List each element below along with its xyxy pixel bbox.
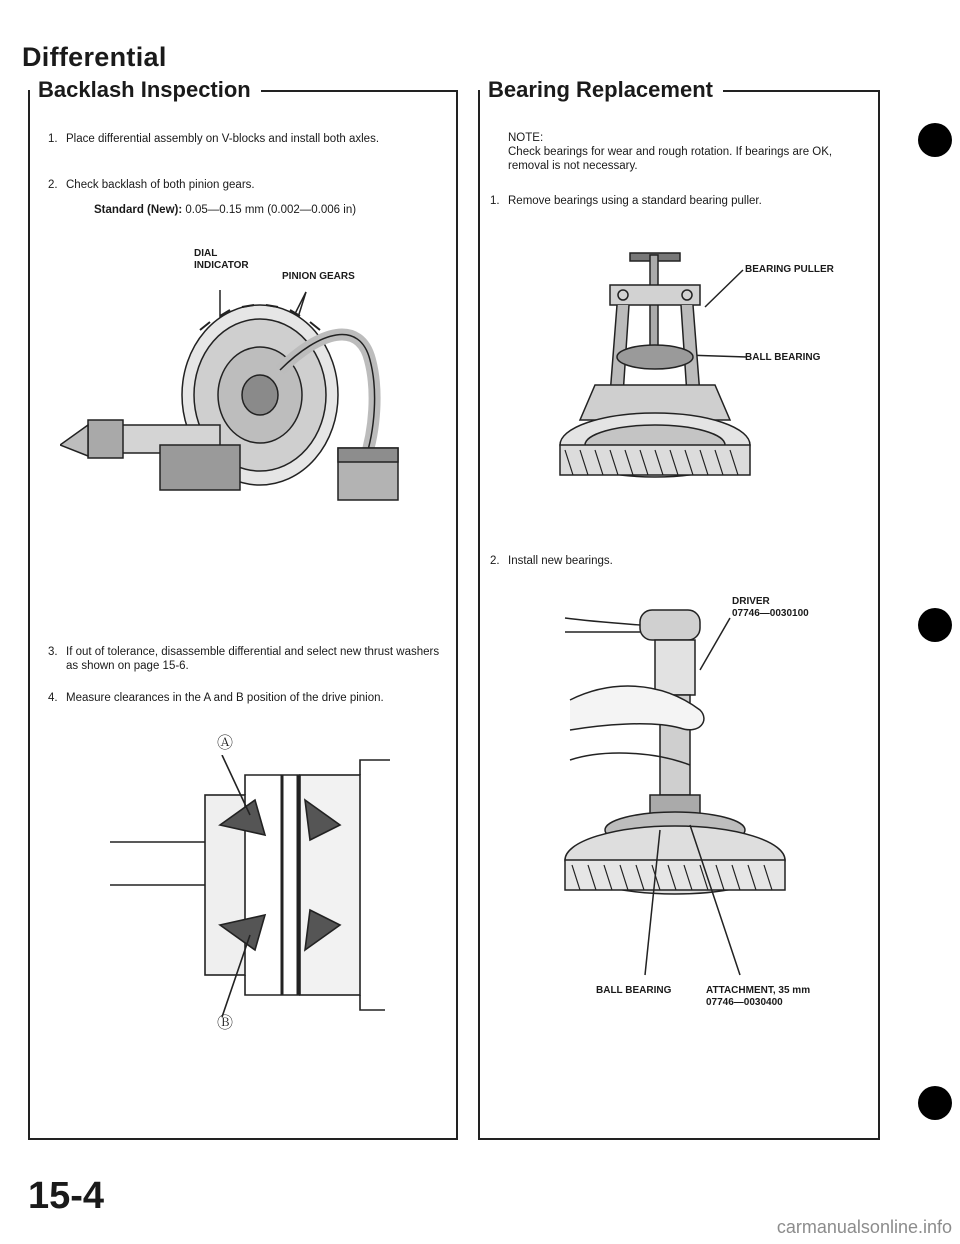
callout-attachment-line2: 07746—0030400 xyxy=(706,997,783,1008)
right-section-heading: Bearing Replacement xyxy=(480,77,723,103)
watermark: carmanualsonline.info xyxy=(776,1217,952,1237)
bearing-install-illustration xyxy=(560,600,830,980)
clearance-illustration xyxy=(110,755,390,1020)
step-text: Remove bearings using a standard bearing puller. xyxy=(508,195,762,207)
left-step-1 xyxy=(40,132,440,146)
right-step-2 xyxy=(482,554,872,568)
callout-dial-line1: DIAL xyxy=(194,248,218,259)
left-step-2 xyxy=(40,178,440,192)
backlash-illustration xyxy=(60,280,440,530)
page-title: Differential xyxy=(22,42,167,72)
callout-dial-line2: INDICATOR xyxy=(194,260,249,271)
step-text: If out of tolerance, disassemble differential and select new thrust washers as shown on page 15-6. xyxy=(66,646,440,672)
left-step-3 xyxy=(40,645,440,673)
page-number: 15-4 xyxy=(28,1175,105,1217)
callout-attachment-line1: ATTACHMENT, 35 mm xyxy=(706,985,811,996)
marker-a: Ⓐ xyxy=(217,735,234,752)
step-number: 1. xyxy=(490,195,500,207)
callout-attachment xyxy=(706,985,810,1009)
binder-hole-2 xyxy=(918,608,952,642)
step-number: 3. xyxy=(48,646,58,658)
marker-b: Ⓑ xyxy=(217,1015,234,1032)
binder-hole-3 xyxy=(918,1086,952,1120)
callout-driver-line2: 07746—0030100 xyxy=(732,608,809,619)
left-section-heading: Backlash Inspection xyxy=(30,77,261,103)
callout-pinion-gears: PINION GEARS xyxy=(282,271,355,282)
step-number: 2. xyxy=(48,179,58,191)
step-number: 2. xyxy=(490,555,500,567)
binder-hole-1 xyxy=(918,123,952,157)
step-number: 4. xyxy=(48,692,58,704)
spec-label: Standard (New): xyxy=(94,204,183,216)
backlash-spec xyxy=(94,204,356,216)
callout-driver-line1: DRIVER xyxy=(732,596,770,607)
step-text: Check backlash of both pinion gears. xyxy=(66,179,255,191)
callout-dial xyxy=(194,248,249,272)
note-block xyxy=(508,131,863,173)
callout-ball-bearing-1: BALL BEARING xyxy=(745,352,821,363)
step-text: Measure clearances in the A and B position of the drive pinion. xyxy=(66,692,384,704)
step-number: 1. xyxy=(48,133,58,145)
step-text: Place differential assembly on V-blocks and install both axles. xyxy=(66,133,380,145)
spec-value: 0.05—0.15 mm (0.002—0.006 in) xyxy=(185,204,357,216)
note-label: NOTE: xyxy=(508,132,544,144)
callout-ball-bearing-2: BALL BEARING xyxy=(596,985,672,996)
right-step-1 xyxy=(482,194,872,208)
left-step-4 xyxy=(40,691,440,705)
callout-bearing-puller: BEARING PULLER xyxy=(745,264,834,275)
step-text: Install new bearings. xyxy=(508,555,613,567)
note-text: Check bearings for wear and rough rotation. If bearings are OK, removal is not necessary. xyxy=(508,146,833,172)
bearing-puller-illustration xyxy=(555,245,855,505)
